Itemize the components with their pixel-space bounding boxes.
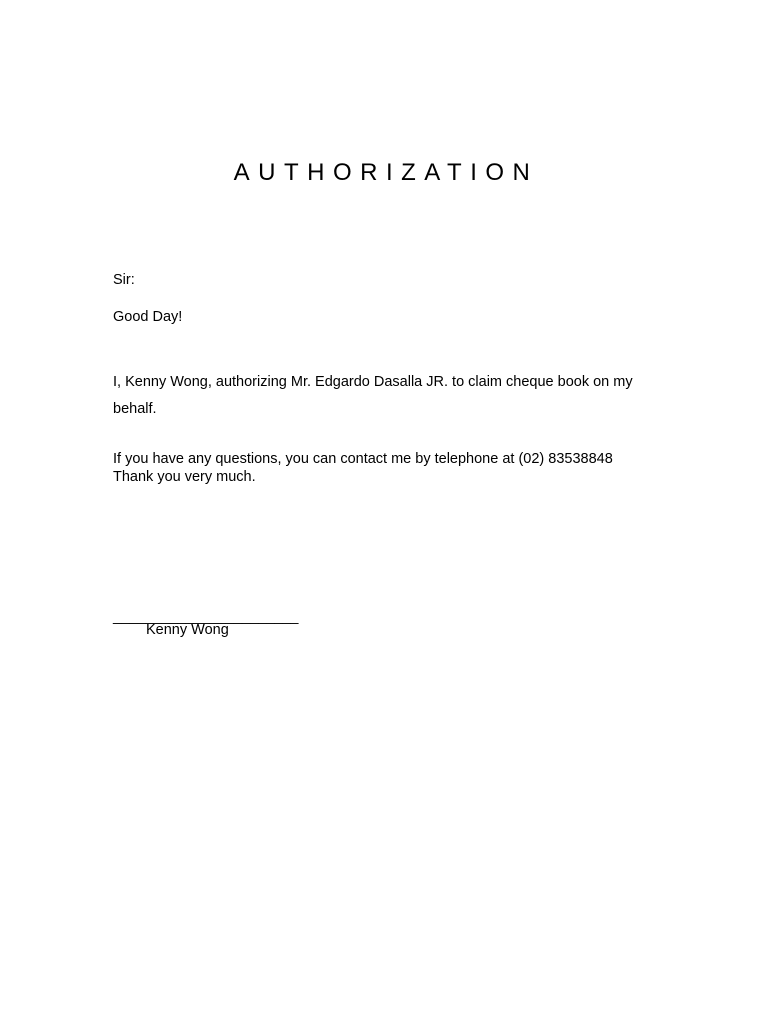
- signature-line: _______________________: [113, 609, 299, 625]
- closing-line: Thank you very much.: [113, 469, 256, 485]
- document-title: AUTHORIZATION: [233, 159, 539, 186]
- greeting: Good Day!: [113, 309, 183, 325]
- authorization-line-1: I, Kenny Wong, authorizing Mr. Edgardo Dasalla JR. to claim cheque book on my: [113, 374, 633, 390]
- contact-line: If you have any questions, you can contact me by telephone at (02) 83538848: [113, 451, 613, 467]
- signatory-name: Kenny Wong: [146, 622, 229, 638]
- authorization-line-2: behalf.: [113, 401, 157, 417]
- salutation: Sir:: [113, 272, 135, 288]
- authorization-paragraph: [113, 369, 673, 423]
